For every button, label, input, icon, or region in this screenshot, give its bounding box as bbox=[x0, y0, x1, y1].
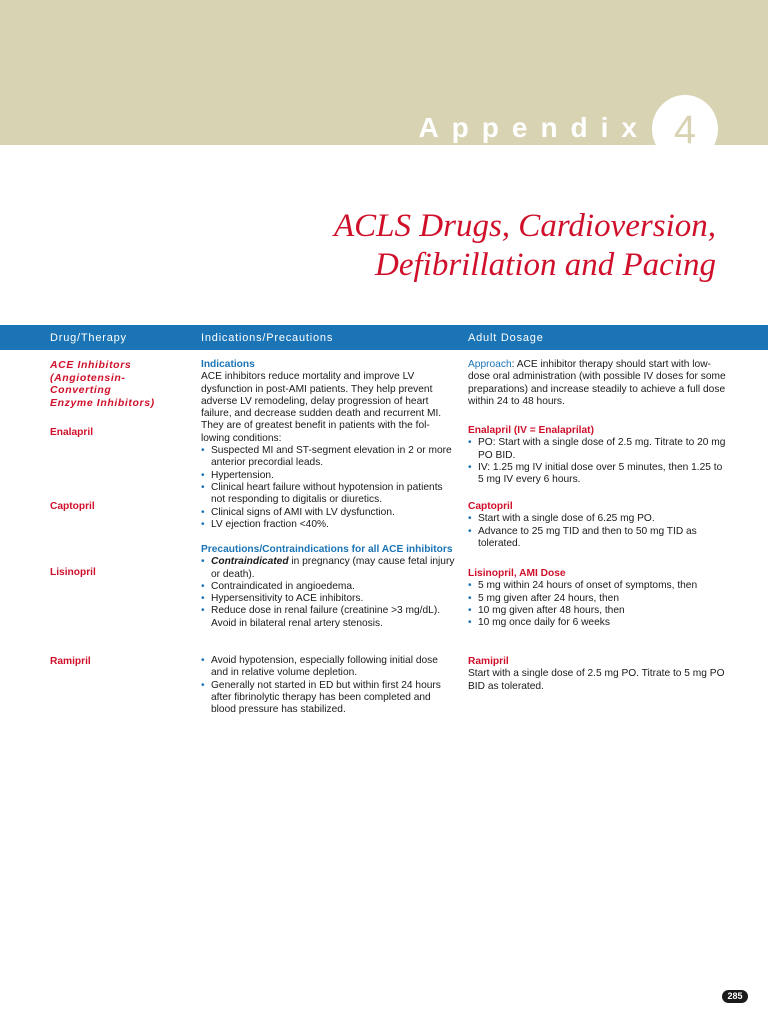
list-item: • 10 mg once daily for 6 weeks bbox=[468, 617, 728, 629]
indications-heading: Indications bbox=[201, 359, 255, 370]
ramipril-heading: Ramipril bbox=[468, 656, 509, 667]
list-item: • Clinical signs of AMI with LV dysfunction. bbox=[201, 507, 456, 519]
list-item: • Suspected MI and ST-segment elevation in 2 or more anterior precordial leads. bbox=[201, 445, 456, 470]
list-item: • Generally not started in ED but within first 24 hours after fibrinolytic therapy has been completed and blood pressure has stabilized. bbox=[201, 680, 456, 717]
list-item: • Hypersensitivity to ACE inhibitors. bbox=[201, 593, 456, 605]
drug-ace-line2: (Angiotensin- bbox=[50, 371, 126, 384]
appendix-label: Appendix bbox=[418, 112, 650, 143]
list-item: • 5 mg given after 24 hours, then bbox=[468, 593, 728, 605]
dosage-enalapril bbox=[468, 425, 728, 486]
list-item: • PO: Start with a single dose of 2.5 mg. Titrate to 20 mg PO BID. bbox=[468, 437, 728, 462]
precautions-list bbox=[201, 556, 456, 630]
list-item: • 10 mg given after 48 hours, then bbox=[468, 605, 728, 617]
list-item: • Reduce dose in renal failure (creatinine >3 mg/dL). Avoid in bilateral renal artery stenosis. bbox=[201, 605, 456, 630]
captopril-heading: Captopril bbox=[468, 501, 513, 512]
list-item: • IV: 1.25 mg IV initial dose over 5 minutes, then 1.25 to 5 mg IV every 6 hours. bbox=[468, 462, 728, 487]
list-item: • Contraindicated in angioedema. bbox=[201, 581, 456, 593]
ramipril-precautions bbox=[201, 655, 456, 716]
ramipril-precautions-list bbox=[201, 655, 456, 716]
indications-list bbox=[201, 445, 456, 531]
column-header-drug: Drug/Therapy bbox=[50, 332, 127, 344]
captopril-list bbox=[468, 513, 728, 550]
approach-text: : ACE inhibitor therapy should start with low-dose oral administration (with possible IV doses for some preparations) and increase steadily to achieve a full dose within 24 to 48 hours. bbox=[468, 359, 726, 407]
drug-enalapril: Enalapril bbox=[50, 427, 94, 438]
page-number: 285 bbox=[722, 990, 748, 1003]
drug-captopril: Captopril bbox=[50, 501, 95, 512]
drug-ramipril: Ramipril bbox=[50, 656, 91, 667]
drug-ace-line4: Enzyme Inhibitors) bbox=[50, 396, 155, 409]
drug-lisinopril: Lisinopril bbox=[50, 567, 96, 578]
list-item: • LV ejection fraction <40%. bbox=[201, 519, 456, 531]
page-title-line1: ACLS Drugs, Cardioversion, bbox=[334, 208, 716, 244]
list-item: • Start with a single dose of 6.25 mg PO. bbox=[468, 513, 728, 525]
enalapril-heading: Enalapril (IV = Enalaprilat) bbox=[468, 425, 594, 436]
column-header-indications: Indications/Precautions bbox=[201, 332, 334, 344]
list-item: • Clinical heart failure without hypotension in patients not responding to digitalis or diuretics. bbox=[201, 482, 456, 507]
column-header-dosage: Adult Dosage bbox=[468, 332, 544, 344]
ramipril-text: Start with a single dose of 2.5 mg PO. Titrate to 5 mg PO BID as tolerated. bbox=[468, 668, 725, 692]
contraindicated-text: in pregnancy (may cause fetal injury or death). bbox=[211, 556, 455, 580]
lisinopril-list bbox=[468, 580, 728, 629]
list-item: • Advance to 25 mg TID and then to 50 mg TID as tolerated. bbox=[468, 526, 728, 551]
appendix-number: 4 bbox=[673, 108, 697, 152]
list-item: • Avoid hypotension, especially following initial dose and in relative volume depletion. bbox=[201, 655, 456, 680]
precautions-heading: Precautions/Contraindications for all ACE inhibitors bbox=[201, 544, 453, 555]
indications-intro: ACE inhibitors reduce mortality and improve LV dysfunction in post-AMI patients. They help prevent adverse LV remodeling, delay progression of heart failure, and decrease sudden death and recurrent MI. They are of greatest benefit in patients with the fol-lowing conditions: bbox=[201, 371, 442, 444]
contraindicated-label: Contraindicated bbox=[211, 556, 289, 568]
page-title-line2: Defibrillation and Pacing bbox=[375, 247, 716, 283]
indications-block bbox=[201, 359, 456, 531]
approach-label: Approach bbox=[468, 359, 512, 370]
dosage-ramipril bbox=[468, 656, 728, 693]
dosage-approach bbox=[468, 359, 728, 408]
dosage-lisinopril bbox=[468, 568, 728, 629]
drug-ace-inhibitors bbox=[50, 359, 190, 409]
drug-ace-line3: Converting bbox=[50, 384, 112, 396]
lisinopril-heading: Lisinopril, AMI Dose bbox=[468, 568, 566, 579]
list-item: • Hypertension. bbox=[201, 470, 456, 482]
approach-paragraph bbox=[468, 359, 728, 408]
dosage-captopril bbox=[468, 501, 728, 550]
enalapril-list bbox=[468, 437, 728, 486]
list-item bbox=[201, 556, 456, 581]
drug-ace-line1: ACE Inhibitors bbox=[50, 359, 132, 371]
list-item: • 5 mg within 24 hours of onset of symptoms, then bbox=[468, 580, 728, 592]
precautions-block bbox=[201, 544, 456, 630]
